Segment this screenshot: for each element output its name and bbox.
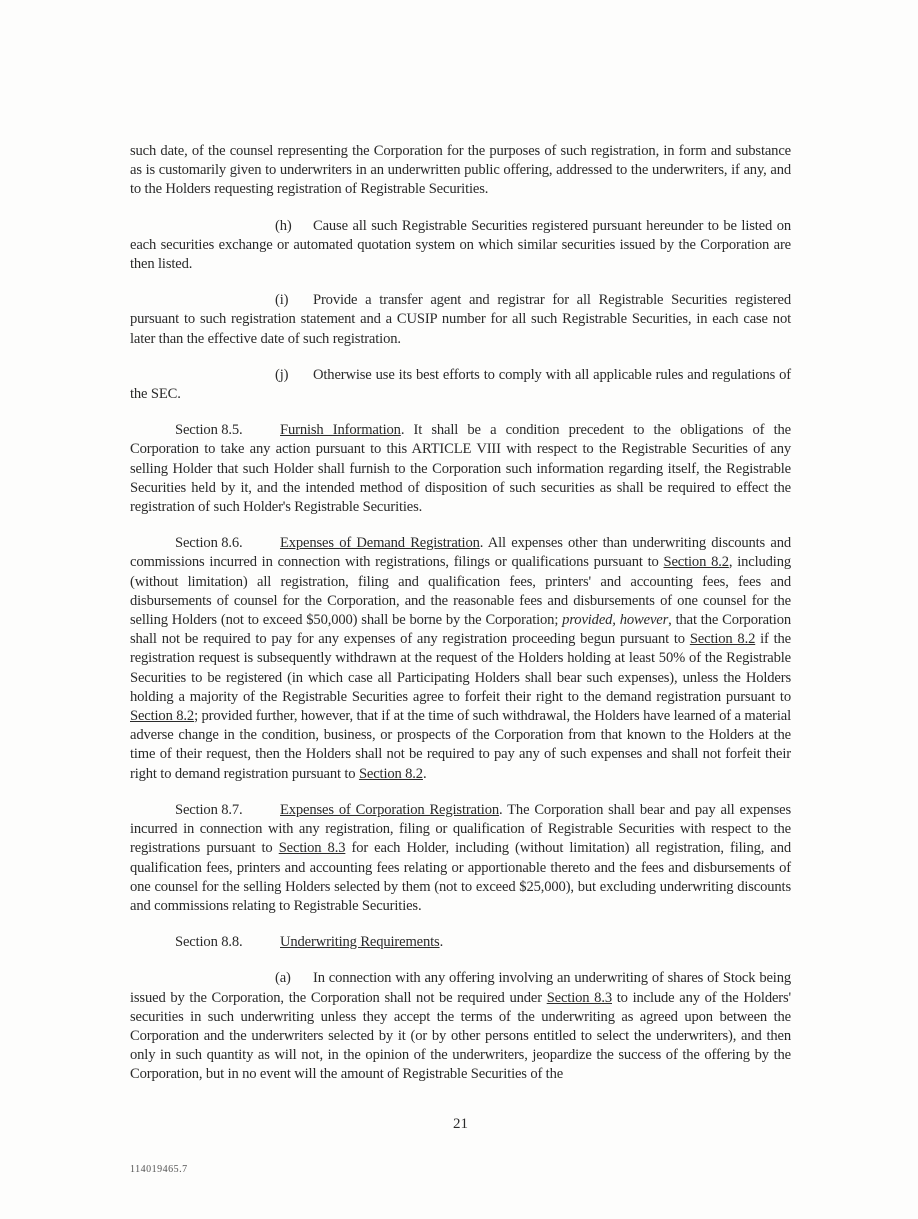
section-text: . The Corporation shall bear and pay all expenses incurred in connection with any registration, filing or qualification of Registrable Securities with respect to the registrations pursuant to bbox=[130, 801, 791, 857]
paragraph-i bbox=[130, 291, 791, 349]
clause-label: (i) bbox=[275, 292, 289, 309]
section-text: . bbox=[422, 765, 427, 782]
section-text: . bbox=[439, 934, 444, 951]
section-reference: Section 8.3 bbox=[278, 840, 346, 857]
paragraph-h bbox=[130, 217, 791, 275]
clause-text: In connection with any offering involving an underwriting of shares of Stock being issued by the Corporation, the Corporation shall not be required under bbox=[130, 970, 791, 1006]
section-text: , including (without limitation) all registration, filing and qualification fees, printers' and accounting fees, fees and disbursements of counsel for the Corporation, and the reasonable fees and disbursements of one counsel for the selling Holders (not to exceed $50,000) shall be borne by the Corporation; bbox=[130, 554, 791, 629]
section-8-5 bbox=[130, 421, 791, 517]
section-8-6 bbox=[130, 534, 791, 784]
section-8-7 bbox=[130, 801, 791, 916]
clause-text: to include any of the Holders' securities in such underwriting unless they accept the terms of the underwriting as agreed upon between the Corporation and the underwriters selected by it (or by other persons entitled to select the underwriters), and then only in such quantity as will not, in the opinion of the underwriters, jeopardize the success of the offering by the Corporation, but in no event will the amount of Registrable Securities of the bbox=[130, 989, 792, 1083]
section-reference: Section 8.2 bbox=[663, 554, 729, 571]
page-number: 21 bbox=[453, 1115, 468, 1132]
section-text: . It shall be a condition precedent to the obligations of the Corporation to take any action pursuant to this ARTICLE VIII with respect to the Registrable Securities of any selling Holder that such Holder shall furnish to the Corporation such information regarding itself, the Registrable Securities held by it, and the intended method of disposition of such securities as shall be required to effect the registration of such Holder's Registrable Securities. bbox=[130, 422, 791, 516]
paragraph-j bbox=[130, 366, 791, 404]
section-title: Furnish Information bbox=[280, 422, 401, 439]
section-number: Section 8.7. bbox=[175, 801, 243, 818]
section-number: Section 8.6. bbox=[175, 535, 243, 552]
clause-label: (a) bbox=[275, 970, 291, 987]
section-number: Section 8.5. bbox=[175, 422, 243, 439]
paragraph-a bbox=[130, 969, 791, 1084]
italic-term: provided, however bbox=[562, 612, 669, 629]
section-title: Expenses of Corporation Registration bbox=[280, 801, 499, 818]
section-reference: Section 8.2 bbox=[130, 708, 195, 725]
section-text: if the registration request is subsequently withdrawn at the request of the Holders holding at least 50% of the Registrable Securities to be registered (in which case all Participating Holders shall bear such expenses), unless the Holders holding a majority of the Registrable Securities agree to forfeit their right to the demand registration pursuant to bbox=[130, 631, 791, 705]
section-reference: Section 8.2 bbox=[689, 631, 756, 648]
clause-label: (h) bbox=[275, 217, 292, 234]
clause-label: (j) bbox=[275, 366, 289, 383]
section-text: for each Holder, including (without limitation) all registration, filing, and qualification fees, printers and accounting fees relating or apportionable thereto and the fees and disbursements of one counsel for the selling Holders selected by them (not to exceed $25,000), but excluding underwriting discounts and commissions relating to Registrable Securities. bbox=[130, 840, 792, 914]
section-text: , that the Corporation shall not be required to pay for any expenses of any registration proceeding begun pursuant to bbox=[130, 612, 791, 648]
clause-text: Cause all such Registrable Securities registered pursuant hereunder to be listed on each securities exchange or automated quotation system on which similar securities issued by the Corporation are then listed. bbox=[130, 217, 791, 273]
section-text: . All expenses other than underwriting discounts and commissions incurred in connection with registrations, filings or qualifications pursuant to bbox=[130, 535, 791, 571]
section-number: Section 8.8. bbox=[175, 934, 243, 951]
section-title: Underwriting Requirements bbox=[280, 934, 440, 951]
paragraph-continuation: such date, of the counsel representing the Corporation for the purposes of such registration, in form and substance as is customarily given to underwriters in an underwritten public offering, addressed to the underwriters, if any, and to the Holders requesting registration of Registrable Securities. bbox=[130, 143, 791, 198]
section-reference: Section 8.3 bbox=[546, 989, 612, 1006]
clause-text: Provide a transfer agent and registrar for all Registrable Securities registered pursuant to such registration statement and a CUSIP number for all such Registrable Securities, in each case not later than the effective date of such registration. bbox=[130, 292, 791, 347]
section-text: ; provided further, however, that if at the time of such withdrawal, the Holders have learned of a material adverse change in the condition, business, or prospects of the Corporation from that known to the Holders at the time of their request, then the Holders shall not be required to pay any of such expenses and shall not forfeit their right to demand registration pursuant to bbox=[130, 708, 791, 782]
section-8-8 bbox=[130, 933, 791, 952]
clause-text: Otherwise use its best efforts to comply with all applicable rules and regulations of the SEC. bbox=[130, 366, 791, 403]
document-id: 114019465.7 bbox=[130, 1163, 188, 1175]
section-reference: Section 8.2 bbox=[358, 765, 423, 782]
section-title: Expenses of Demand Registration bbox=[280, 535, 480, 552]
